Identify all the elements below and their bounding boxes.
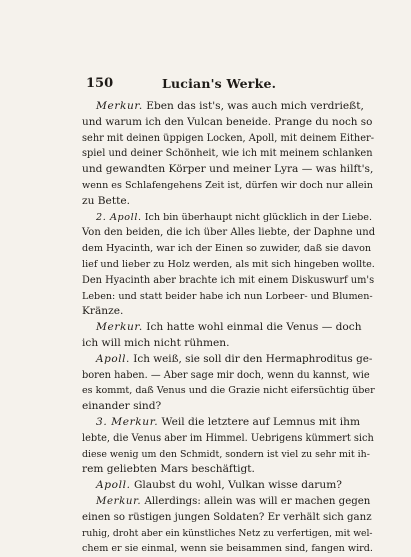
text-line: sehr mit deinen üppigen Locken, Apoll, mit deinem Either- (82, 132, 375, 144)
text-line: spiel und deiner Schönheit, wie ich mit meinem schlanken (82, 148, 373, 160)
text-line: Von den beiden, die ich über Alles liebte, der Daphne und (82, 227, 376, 239)
text-line: rem geliebten Mars beschäftigt. (82, 463, 255, 476)
text-line: 2. Apoll. Ich bin überhaupt nicht glücklich in der Liebe. (96, 211, 372, 223)
text-line: wenn es Schlafengehens Zeit ist, dürfen wir doch nur allein (82, 179, 373, 191)
text-line: lief und lieber zu Holz werden, als mit sich hingeben wollte. (82, 258, 375, 270)
text-line: Merkur. Allerdings: allein was will er machen gegen (96, 495, 371, 507)
text-line: einen so rüstigen jungen Soldaten? Er verhält sich ganz (82, 511, 372, 523)
text-line: 3. Merkur. Weil die letztere auf Lemnus mit ihm (96, 415, 361, 428)
text-line: chem er sie einmal, wenn sie beisammen sind, fangen wird. (82, 543, 373, 555)
text-line: es kommt, daß Venus und die Grazie nicht eifersüchtig über (82, 385, 375, 397)
speaker-name: Apoll. (96, 479, 131, 492)
text-line: Merkur. Ich hatte wohl einmal die Venus — doch (96, 321, 362, 334)
text-line: diese wenig um den Schmidt, sondern ist viel zu sehr mit ih- (82, 448, 370, 460)
text-line: einander sind? (82, 400, 162, 413)
speaker-name: 2. Apoll. (96, 211, 142, 223)
text-line: ich will mich nicht rühmen. (82, 336, 230, 349)
text-line: Leben: und statt beider habe ich nun Lorbeer- und Blumen- (82, 290, 373, 302)
dialogue-text (82, 99, 375, 557)
text-line: Den Hyacinth aber brachte ich mit einem Diskuswurf um's (82, 274, 375, 286)
text-line: und gewandten Körper und meiner Lyra — was hilft's, (82, 163, 374, 176)
running-title: Lucian's Werke. (162, 76, 277, 91)
speaker-name: Apoll. (96, 352, 130, 365)
text-line: Apoll. Ich weiß, sie soll dir den Hermaphroditus ge- (96, 352, 373, 365)
page-header (86, 76, 351, 92)
speaker-name: 3. Merkur. (96, 415, 159, 428)
text-line: ruhig, droht aber ein künstliches Netz zu verfertigen, mit wel- (82, 527, 373, 539)
text-line: Merkur. Eben das ist's, was auch mich verdrießt, (96, 100, 364, 112)
text-line: und warum ich den Vulcan beneide. Prange du noch so (82, 115, 373, 128)
speaker-name: Merkur. (96, 100, 143, 112)
text-line: dem Hyacinth, war ich der Einen so zuwider, daß sie davon (82, 243, 372, 255)
page-number: 150 (86, 76, 114, 91)
text-line: zu Bette. (82, 194, 130, 207)
speaker-name: Merkur. (96, 321, 143, 334)
text-line: boren haben. — Aber sage mir doch, wenn du kannst, wie (82, 369, 370, 381)
speaker-name: Merkur. (96, 495, 142, 507)
text-line: Apoll. Glaubst du wohl, Vulkan wisse darum? (96, 479, 342, 492)
text-line: Kränze. (82, 305, 124, 318)
text-line: lebte, die Venus aber im Himmel. Uebrigens kümmert sich (82, 432, 374, 444)
